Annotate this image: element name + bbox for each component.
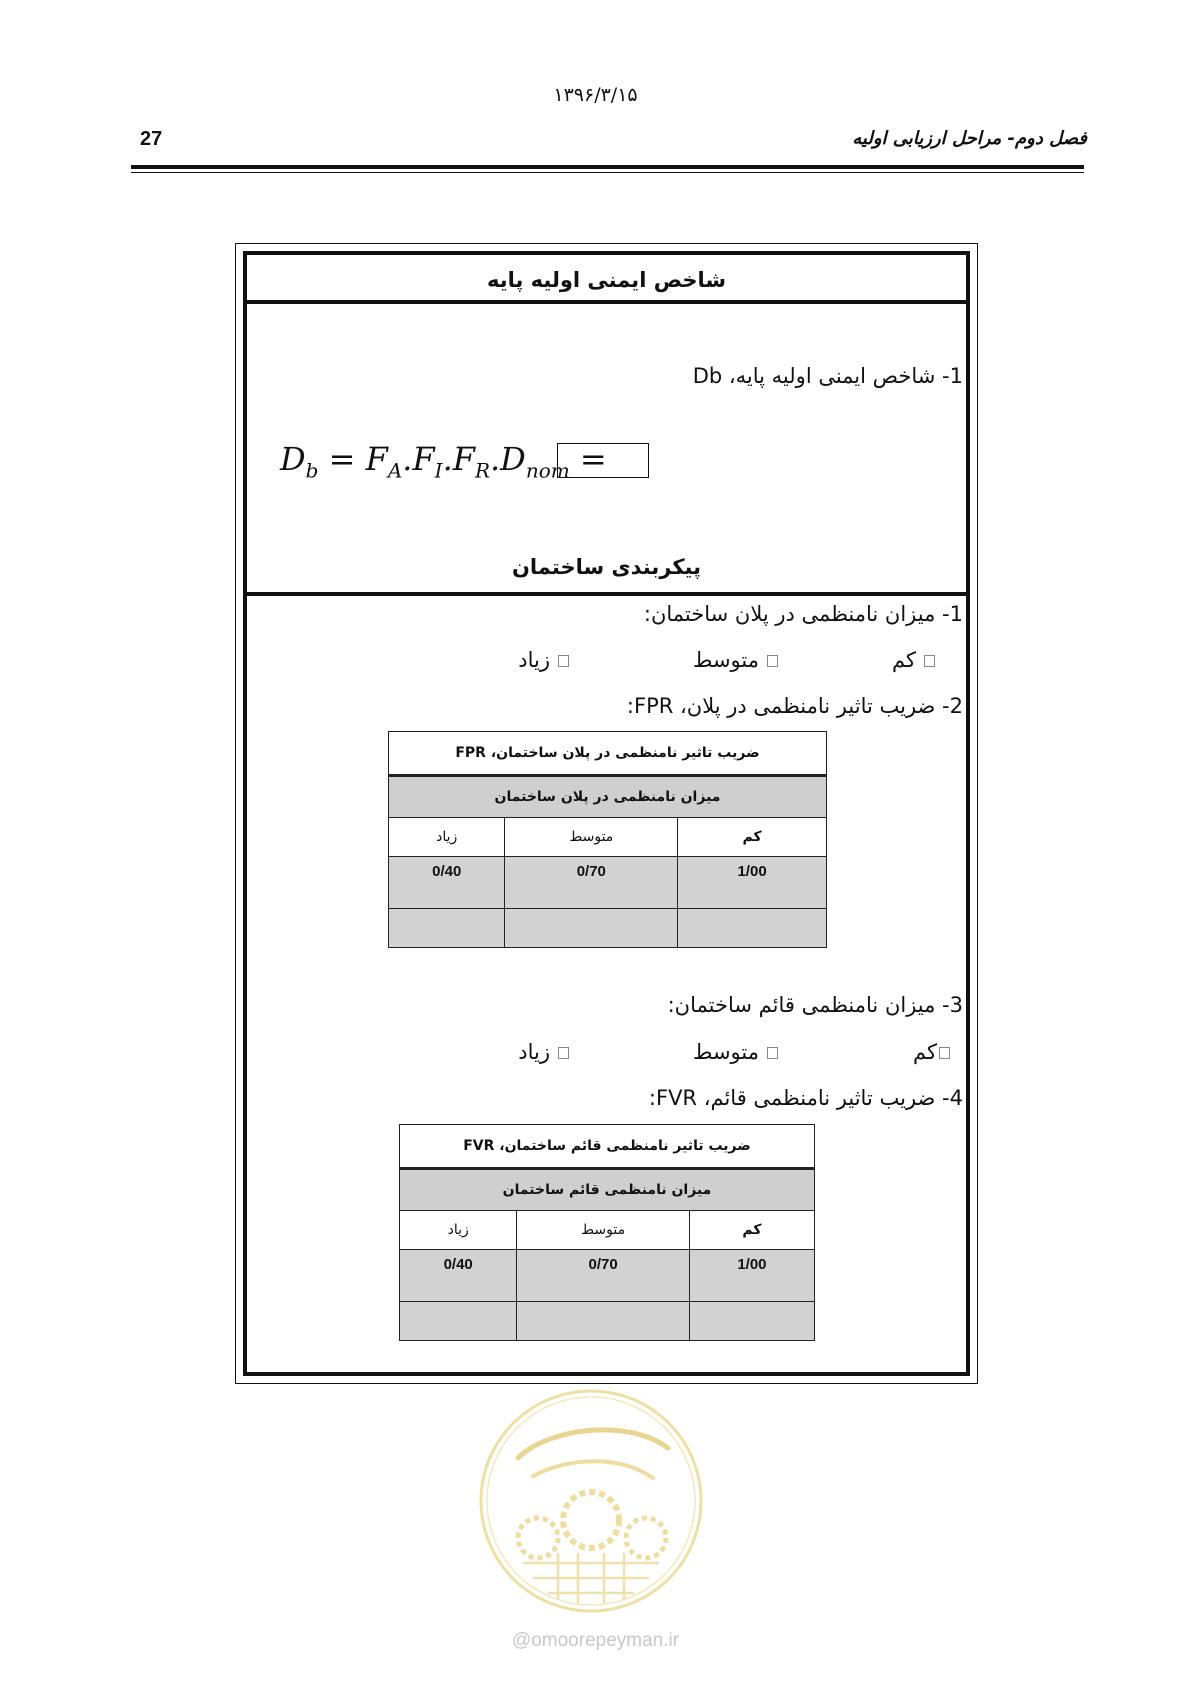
- checkbox-icon[interactable]: [558, 1047, 569, 1059]
- item-basic-safety-index: 1- شاخص ایمنی اولیه پایه، Db: [692, 364, 963, 388]
- checkbox-icon[interactable]: [939, 1047, 950, 1059]
- checkbox-icon[interactable]: [558, 655, 569, 667]
- option-vertical-high[interactable]: زیاد: [518, 1040, 577, 1064]
- option-vertical-medium[interactable]: متوسط: [693, 1040, 786, 1064]
- col-header-medium: متوسط: [517, 1211, 690, 1250]
- option-plan-low[interactable]: کم: [892, 648, 943, 672]
- empty-cell[interactable]: [678, 909, 827, 948]
- option-plan-medium[interactable]: متوسط: [693, 648, 786, 672]
- table-subtitle: میزان نامنظمی قائم ساختمان: [400, 1169, 815, 1211]
- col-header-low: کم: [689, 1211, 814, 1250]
- formula-result-field[interactable]: [557, 443, 649, 478]
- checkbox-icon[interactable]: [767, 1047, 778, 1059]
- plan-irregularity-factor-table: [388, 731, 827, 948]
- option-plan-high[interactable]: زیاد: [518, 648, 577, 672]
- value-medium: 0/70: [505, 857, 678, 909]
- header-rule-thin: [131, 172, 1084, 173]
- checkbox-icon[interactable]: [767, 655, 778, 667]
- empty-cell[interactable]: [389, 909, 505, 948]
- title-divider: [243, 300, 970, 304]
- empty-cell[interactable]: [400, 1302, 517, 1341]
- col-header-high: زیاد: [389, 818, 505, 857]
- watermark-url: @omoorepeyman.ir: [511, 1630, 680, 1651]
- question-plan-irregularity: 1- میزان نامنظمی در پلان ساختمان:: [643, 602, 963, 626]
- safety-index-formula: $D_b = F_A.F_I.F_R.D_{nom}$ =: [280, 440, 607, 483]
- table-subtitle: میزان نامنظمی در پلان ساختمان: [389, 776, 827, 818]
- empty-cell[interactable]: [517, 1302, 690, 1341]
- section-divider: [243, 592, 970, 596]
- col-header-low: کم: [678, 818, 827, 857]
- table-title: ضریب تاثیر نامنظمی در پلان ساختمان، FPR: [389, 732, 827, 776]
- header-rule-thick: [131, 165, 1084, 169]
- col-header-medium: متوسط: [505, 818, 678, 857]
- section-title-building-configuration: پیکربندی ساختمان: [511, 555, 701, 579]
- col-header-high: زیاد: [400, 1211, 517, 1250]
- value-medium: 0/70: [517, 1250, 690, 1302]
- value-low: 1/00: [689, 1250, 814, 1302]
- page-number: 27: [140, 128, 163, 150]
- question-plan-factor: 2- ضریب تاثیر نامنظمی در پلان، FPR:: [626, 694, 963, 718]
- header-date: ۱۳۹۶/۳/۱۵: [553, 84, 638, 106]
- value-high: 0/40: [389, 857, 505, 909]
- form-title: شاخص ایمنی اولیه پایه: [486, 268, 727, 292]
- empty-cell[interactable]: [689, 1302, 814, 1341]
- vertical-irregularity-factor-table: [399, 1124, 815, 1341]
- value-high: 0/40: [400, 1250, 517, 1302]
- option-vertical-low[interactable]: کم: [913, 1040, 958, 1064]
- checkbox-icon[interactable]: [924, 655, 935, 667]
- chapter-title: فصل دوم- مراحل ارزیابی اولیه: [852, 128, 1087, 149]
- question-vertical-irregularity: 3- میزان نامنظمی قائم ساختمان:: [667, 993, 963, 1017]
- table-title: ضریب تاثیر نامنظمی قائم ساختمان، FVR: [400, 1125, 815, 1169]
- question-vertical-factor: 4- ضریب تاثیر نامنظمی قائم، FVR:: [648, 1086, 963, 1110]
- empty-cell[interactable]: [505, 909, 678, 948]
- value-low: 1/00: [678, 857, 827, 909]
- omoorepeyman-logo-watermark: [478, 1388, 704, 1614]
